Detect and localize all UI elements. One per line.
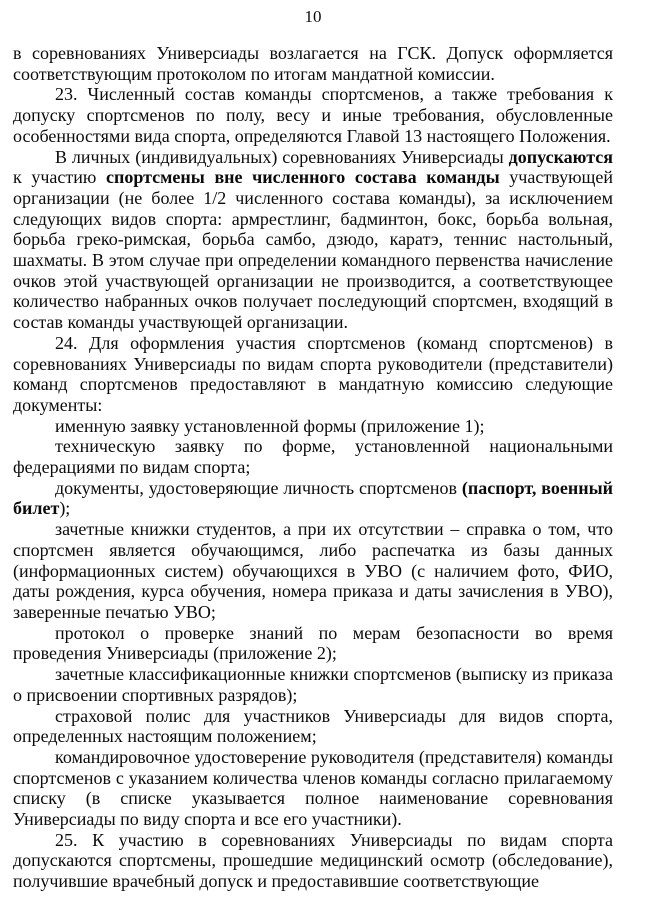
bold-text-run: (паспорт, военный билет	[13, 477, 613, 519]
text-run: техническую заявку по форме, установленной национальными федерациями по видам спорта;	[13, 436, 613, 478]
text-run: );	[59, 498, 71, 519]
text-run: 24. Для оформления участия спортсменов (команд спортсменов) в соревнованиях Универсиады по видам спорта руководители (представители) команд спортсменов предоставляют в мандатную комиссию следующие документы:	[13, 332, 613, 415]
text-run: именную заявку установленной формы (приложение 1);	[55, 415, 485, 436]
text-run: 25. К участию в соревнованиях Универсиады по видам спорта допускаются спортсмены, прошедшие медицинский осмотр (обследование), получившие врачебный допуск и предоставившие соответствующие	[13, 829, 613, 892]
text-run: командировочное удостоверение руководителя (представителя) команды спортсменов с указанием количества членов команды согласно прилагаемому списку (в списке указывается полное наименование соревнования Универсиады по виду спорта и все его участники).	[13, 746, 613, 830]
paragraph	[13, 436, 613, 477]
bold-text-run: допускаются	[508, 146, 613, 167]
paragraph	[13, 84, 613, 146]
text-run: в соревнованиях Универсиады возлагается на ГСК. Допуск оформляется соответствующим протоколом по итогам мандатной комиссии.	[13, 43, 613, 84]
text-run: зачетные книжки студентов, а при их отсутствии – справка о том, что спортсмен является обучающимся, либо распечатка из базы данных (информационных систем) обучающихся в УВО (с наличием фото, ФИО, даты рождения, курса обучения, номера приказа и даты зачисления в УВО), заверенные печатью УВО;	[13, 519, 613, 622]
text-run: 23. Численный состав команды спортсменов, а также требования к допуску спортсменов по полу, весу и иные требования, обусловленные особенностями вида спорта, определяются Главой 13 настоящего Положения.	[13, 84, 613, 146]
bold-text-run: спортсмены вне численного состава команды	[105, 167, 500, 188]
text-run: страховой полис для участников Универсиады для видов спорта, определенных настоящим положением;	[13, 705, 613, 747]
text-run: участвующей организации (не более 1/2 численного состава команды), за исключением следующих видов спорта: армрестлинг, бадминтон, бокс, борьба вольная, борьба греко-римская, борьба самбо, дзюдо, каратэ, теннис настольный, шахматы. В этом случае при определении командного первенства начисление очков этой участвующей организации не производится, а соответствующее количество набранных очков получает последующий спортсмен, входящий в состав команды участвующей организации.	[13, 167, 613, 333]
paragraph	[13, 43, 613, 84]
paragraph	[13, 333, 613, 416]
paragraph	[13, 147, 613, 333]
paragraph	[13, 623, 613, 664]
page-number: 10	[304, 7, 322, 26]
paragraph	[13, 478, 613, 519]
text-run: В личных (индивидуальных) соревнованиях Универсиады	[55, 146, 509, 167]
paragraph	[13, 706, 613, 747]
paragraph	[13, 747, 613, 830]
text-run: протокол о проверке знаний по мерам безопасности во время проведения Универсиады (приложение 2);	[13, 622, 613, 664]
paragraph	[13, 830, 613, 892]
paragraph	[13, 519, 613, 623]
paragraph	[13, 664, 613, 705]
text-run: к участию	[13, 167, 106, 188]
paragraph	[13, 416, 613, 437]
text-run: зачетные классификационные книжки спортсменов (выписку из приказа о присвоении спортивных разрядов);	[13, 664, 613, 705]
text-run: документы, удостоверяющие личность спортсменов	[55, 477, 462, 498]
document-body	[13, 43, 613, 892]
